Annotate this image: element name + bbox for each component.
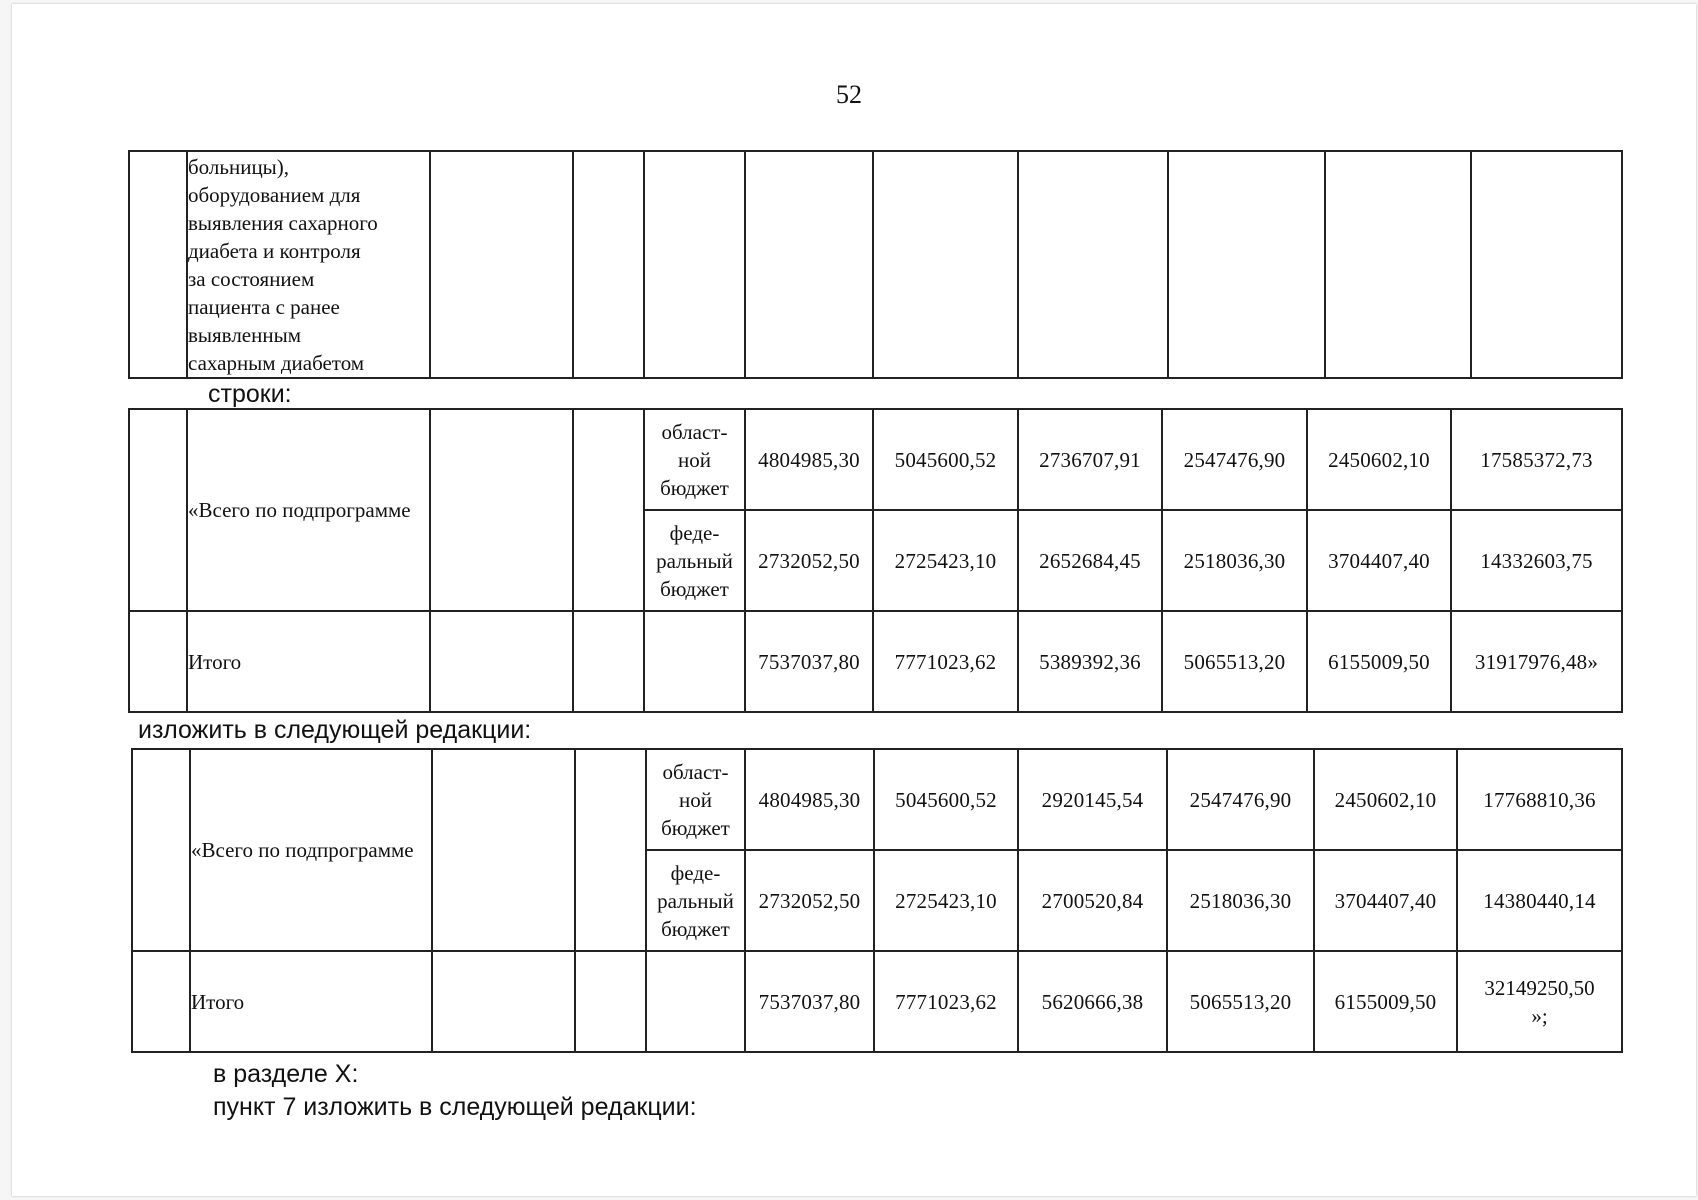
value-cell: 4804985,30 bbox=[745, 749, 874, 850]
value-cell: 5045600,52 bbox=[874, 749, 1018, 850]
footer-section-line: в разделе X: bbox=[213, 1060, 359, 1088]
value-line: 32149250,50 bbox=[1484, 975, 1595, 1000]
value-cell: 2725423,10 bbox=[873, 510, 1018, 611]
value-cell: 4804985,30 bbox=[745, 409, 873, 510]
value-cell: 6155009,50 bbox=[1307, 611, 1451, 712]
value-cell: 5045600,52 bbox=[873, 409, 1018, 510]
source-line: бюджет bbox=[661, 916, 730, 941]
source-line: ной bbox=[678, 447, 711, 472]
row-label-total-subprogram: «Всего по подпрограмме bbox=[190, 749, 432, 951]
cell-index bbox=[129, 151, 187, 378]
cell-index bbox=[129, 409, 187, 611]
empty-cell bbox=[1168, 151, 1325, 378]
source-regional-budget bbox=[646, 749, 745, 850]
source-line: бюджет bbox=[660, 475, 729, 500]
value-cell: 2920145,54 bbox=[1018, 749, 1167, 850]
empty-cell bbox=[573, 611, 644, 712]
value-cell: 2736707,91 bbox=[1018, 409, 1162, 510]
empty-cell bbox=[745, 151, 873, 378]
measure-description bbox=[187, 151, 430, 378]
source-line: ральный bbox=[657, 888, 734, 913]
source-line: ральный bbox=[656, 548, 733, 573]
empty-cell bbox=[432, 951, 575, 1052]
source-regional-budget bbox=[644, 409, 745, 510]
source-line: ной bbox=[679, 787, 712, 812]
description-line: выявления сахарного bbox=[188, 210, 378, 235]
row-label-total: Итого bbox=[187, 611, 430, 712]
value-cell: 2732052,50 bbox=[745, 510, 873, 611]
empty-cell bbox=[430, 151, 573, 378]
description-line: диабета и контроля bbox=[188, 238, 361, 263]
value-cell: 2652684,45 bbox=[1018, 510, 1162, 611]
value-cell: 2732052,50 bbox=[745, 850, 874, 951]
value-cell: 2725423,10 bbox=[874, 850, 1018, 951]
description-line: больницы), bbox=[188, 154, 290, 179]
value-cell: 2547476,90 bbox=[1167, 749, 1314, 850]
value-cell: 2450602,10 bbox=[1314, 749, 1457, 850]
value-cell: 5620666,38 bbox=[1018, 951, 1167, 1052]
description-line: оборудованием для bbox=[188, 182, 361, 207]
description-line: выявленным bbox=[188, 322, 301, 347]
continuation-table bbox=[128, 150, 1623, 379]
description-line: за состоянием bbox=[188, 266, 315, 291]
empty-cell bbox=[1325, 151, 1471, 378]
source-federal-budget bbox=[644, 510, 745, 611]
empty-cell bbox=[644, 151, 745, 378]
value-cell: 2518036,30 bbox=[1162, 510, 1307, 611]
value-cell: 2450602,10 bbox=[1307, 409, 1451, 510]
empty-cell bbox=[1018, 151, 1168, 378]
description-line: сахарным диабетом bbox=[188, 350, 365, 375]
value-cell: 5065513,20 bbox=[1162, 611, 1307, 712]
value-cell-grand-total bbox=[1457, 951, 1622, 1052]
footer-instruction-line: пункт 7 изложить в следующей редакции: bbox=[213, 1093, 697, 1121]
source-line: бюджет bbox=[661, 815, 730, 840]
empty-cell bbox=[430, 611, 573, 712]
page-number: 52 bbox=[836, 80, 862, 109]
empty-cell bbox=[644, 611, 745, 712]
label-rows: строки: bbox=[208, 380, 292, 408]
row-label-total-subprogram: «Всего по подпрограмме bbox=[187, 409, 430, 611]
source-line: област- bbox=[662, 759, 729, 784]
value-cell: 5065513,20 bbox=[1167, 951, 1314, 1052]
value-cell: 7537037,80 bbox=[745, 951, 874, 1052]
value-cell: 31917976,48» bbox=[1451, 611, 1622, 712]
cell-index bbox=[132, 951, 190, 1052]
value-cell: 7771023,62 bbox=[874, 951, 1018, 1052]
empty-cell bbox=[873, 151, 1018, 378]
row-label-total: Итого bbox=[190, 951, 432, 1052]
source-line: област- bbox=[661, 419, 728, 444]
old-version-table bbox=[128, 408, 1623, 713]
empty-cell bbox=[575, 951, 646, 1052]
empty-cell bbox=[1471, 151, 1622, 378]
source-line: бюджет bbox=[660, 576, 729, 601]
value-cell: 6155009,50 bbox=[1314, 951, 1457, 1052]
new-version-table bbox=[131, 748, 1623, 1053]
value-cell: 2700520,84 bbox=[1018, 850, 1167, 951]
empty-cell bbox=[430, 409, 573, 611]
source-federal-budget bbox=[646, 850, 745, 951]
value-cell: 7771023,62 bbox=[873, 611, 1018, 712]
value-cell: 17585372,73 bbox=[1451, 409, 1622, 510]
empty-cell bbox=[646, 951, 745, 1052]
value-cell: 17768810,36 bbox=[1457, 749, 1622, 850]
source-line: феде- bbox=[670, 860, 721, 885]
description-line: пациента с ранее bbox=[188, 294, 340, 319]
value-line: »; bbox=[1531, 1003, 1548, 1028]
value-cell: 5389392,36 bbox=[1018, 611, 1162, 712]
empty-cell bbox=[573, 151, 644, 378]
value-cell: 14332603,75 bbox=[1451, 510, 1622, 611]
value-cell: 2547476,90 bbox=[1162, 409, 1307, 510]
value-cell: 14380440,14 bbox=[1457, 850, 1622, 951]
value-cell: 3704407,40 bbox=[1314, 850, 1457, 951]
value-cell: 3704407,40 bbox=[1307, 510, 1451, 611]
value-cell: 7537037,80 bbox=[745, 611, 873, 712]
cell-index bbox=[132, 749, 190, 951]
empty-cell bbox=[573, 409, 644, 611]
empty-cell bbox=[575, 749, 646, 951]
value-cell: 2518036,30 bbox=[1167, 850, 1314, 951]
source-line: феде- bbox=[669, 520, 720, 545]
label-edit: изложить в следующей редакции: bbox=[138, 716, 532, 744]
cell-index bbox=[129, 611, 187, 712]
empty-cell bbox=[432, 749, 575, 951]
